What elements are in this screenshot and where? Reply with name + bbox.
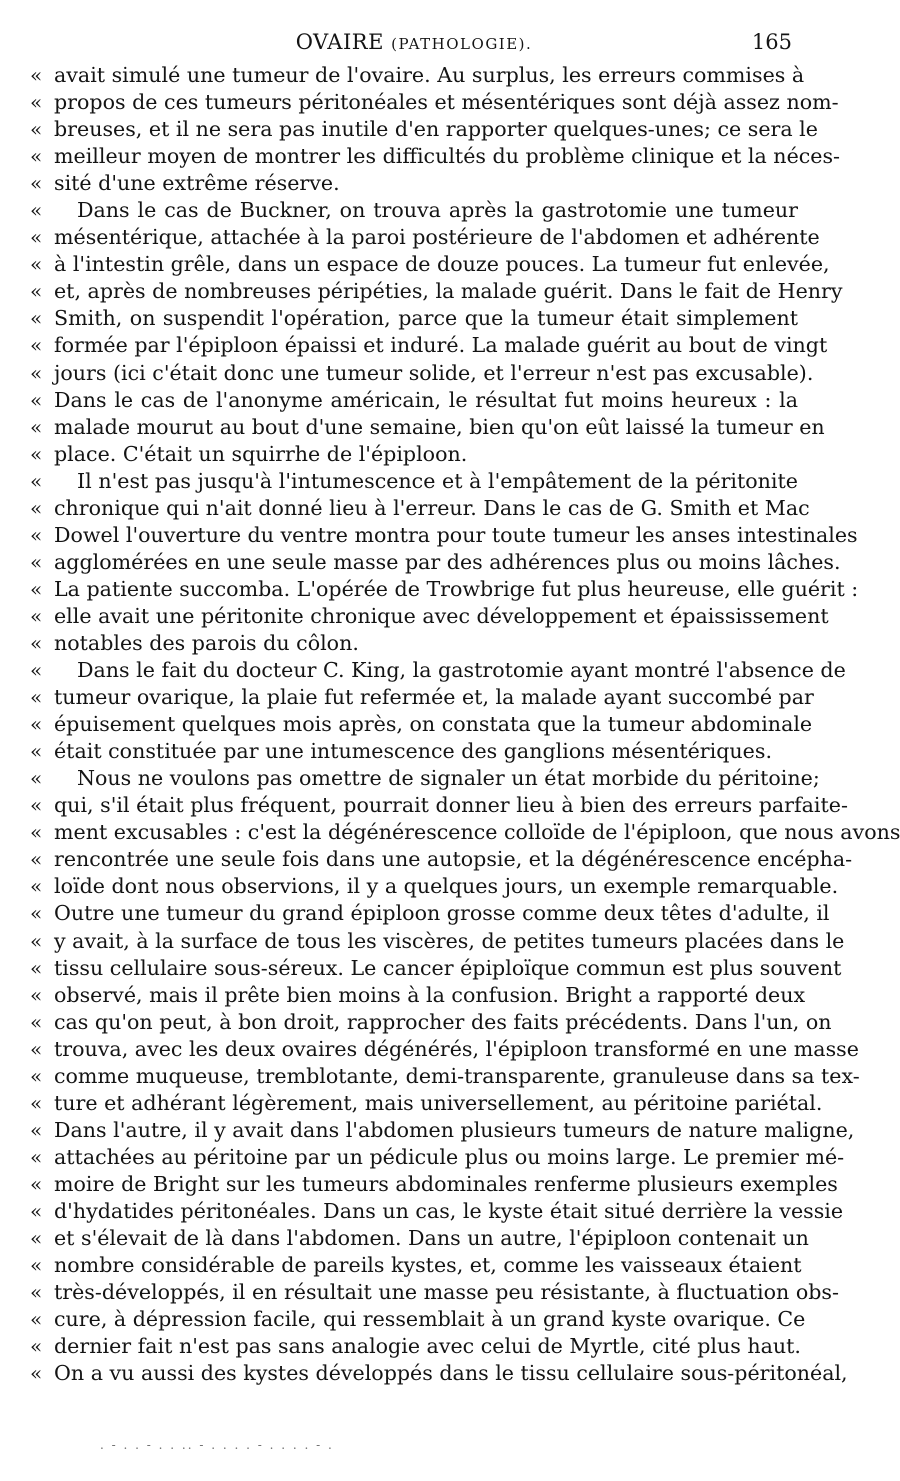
line-text: était constituée par une intumescence des ganglions mésentériques. <box>54 739 772 764</box>
line-text: agglomérées en une seule masse par des adhérences plus ou moins lâches. <box>54 549 841 574</box>
text-line <box>30 1090 823 1117</box>
line-text: ture et adhérant légèrement, mais universellement, au péritoine pariétal. <box>54 1090 823 1115</box>
quote-mark: « <box>30 1253 43 1278</box>
quote-mark: « <box>30 712 43 737</box>
quote-mark: « <box>30 144 43 169</box>
text-line <box>30 143 841 170</box>
quote-mark: « <box>30 955 43 980</box>
quote-mark: « <box>30 603 43 628</box>
line-text: Dowel l'ouverture du ventre montra pour toute tumeur les anses intestinales <box>54 522 858 547</box>
quote-mark: « <box>30 90 43 115</box>
line-text: Dans le fait du docteur C. King, la gastrotomie ayant montré l'absence de <box>77 658 846 683</box>
quote-mark: « <box>30 1090 43 1115</box>
footer-scan-marks: . - . . - . . .. - . . . . - . . . . - . <box>100 1438 334 1452</box>
text-line <box>30 1225 809 1252</box>
running-title-main: OVAIRE <box>295 30 384 54</box>
text-line <box>30 62 805 89</box>
line-text: attachées au péritoine par un pédicule plus ou moins large. Le premier mé- <box>54 1144 845 1169</box>
line-text: Il n'est pas jusqu'à l'intumescence et à l'empâtement de la péritonite <box>77 468 798 493</box>
quote-mark: « <box>30 495 43 520</box>
text-line <box>30 711 813 738</box>
line-text: rencontrée une seule fois dans une autopsie, et la dégénérescence encépha- <box>54 847 853 872</box>
text-line <box>30 441 798 468</box>
text-line <box>30 603 829 630</box>
quote-mark: « <box>30 1280 43 1305</box>
page-number: 165 <box>751 30 792 54</box>
quote-mark: « <box>30 252 43 277</box>
text-line <box>30 1009 832 1036</box>
line-text: cure, à dépression facile, qui ressemblait à un grand kyste ovarique. Ce <box>54 1307 806 1332</box>
text-line <box>30 657 846 684</box>
text-line <box>30 955 842 982</box>
line-text: mésentérique, attachée à la paroi postérieure de l'abdomen et adhérente <box>54 225 820 250</box>
quote-mark: « <box>30 198 43 223</box>
text-line <box>30 549 841 576</box>
line-text: malade mourut au bout d'une semaine, bien qu'on eût laissé la tumeur en <box>54 414 825 439</box>
quote-mark: « <box>30 333 43 358</box>
text-line <box>30 360 814 387</box>
line-text: qui, s'il était plus fréquent, pourrait donner lieu à bien des erreurs parfaite- <box>54 793 848 818</box>
quote-mark: « <box>30 630 43 655</box>
line-text: très-développés, il en résultait une masse peu résistante, à fluctuation obs- <box>54 1280 839 1305</box>
text-line <box>30 928 845 955</box>
quote-mark: « <box>30 1198 43 1223</box>
text-line <box>30 982 806 1009</box>
text-line <box>30 1117 855 1144</box>
running-title-subtitle: (PATHOLOGIE). <box>391 35 533 53</box>
line-text: notables des parois du côlon. <box>54 630 359 655</box>
line-text: à l'intestin grêle, dans un espace de douze pouces. La tumeur fut enlevée, <box>54 252 830 277</box>
quote-mark: « <box>30 1117 43 1142</box>
quote-mark: « <box>30 441 43 466</box>
line-text: Dans le cas de Buckner, on trouva après la gastrotomie une tumeur <box>77 198 798 223</box>
line-text: Outre une tumeur du grand épiploon grosse comme deux têtes d'adulte, il <box>54 901 830 926</box>
text-line <box>30 224 820 251</box>
text-line <box>30 819 900 846</box>
quote-mark: « <box>30 360 43 385</box>
text-line <box>30 738 798 765</box>
text-line <box>30 1360 848 1387</box>
quote-mark: « <box>30 1361 43 1386</box>
text-line <box>30 1306 806 1333</box>
line-text: meilleur moyen de montrer les difficultés du problème clinique et la néces- <box>54 144 841 169</box>
text-line <box>30 792 848 819</box>
line-text: et, après de nombreuses péripéties, la malade guérit. Dans le fait de Henry <box>54 279 843 304</box>
text-line <box>30 332 828 359</box>
text-line <box>30 1063 860 1090</box>
line-text: tissu cellulaire sous-séreux. Le cancer épiploïque commun est plus souvent <box>54 955 842 980</box>
quote-mark: « <box>30 1307 43 1332</box>
line-text: observé, mais il prête bien moins à la confusion. Bright a rapporté deux <box>54 982 806 1007</box>
quote-mark: « <box>30 468 43 493</box>
line-text: La patiente succomba. L'opérée de Trowbrige fut plus heureuse, elle guérit : <box>54 576 859 601</box>
text-line <box>30 197 798 224</box>
line-text: cas qu'on peut, à bon droit, rapprocher des faits précédents. Dans l'un, on <box>54 1009 832 1034</box>
quote-mark: « <box>30 1226 43 1251</box>
line-text: dernier fait n'est pas sans analogie avec celui de Myrtle, cité plus haut. <box>54 1334 801 1359</box>
line-text: propos de ces tumeurs péritonéales et mésentériques sont déjà assez nom- <box>54 90 839 115</box>
text-line <box>30 495 810 522</box>
text-line <box>30 684 814 711</box>
text-line <box>30 116 818 143</box>
text-line <box>30 278 843 305</box>
text-line <box>30 630 798 657</box>
text-line <box>30 846 853 873</box>
quote-mark: « <box>30 576 43 601</box>
quote-mark: « <box>30 522 43 547</box>
text-line <box>30 1144 845 1171</box>
running-title <box>30 30 798 54</box>
line-text: Smith, on suspendit l'opération, parce que la tumeur était simplement <box>54 306 798 331</box>
line-text: comme muqueuse, tremblotante, demi-transparente, granuleuse dans sa tex- <box>54 1063 860 1088</box>
line-text: nombre considérable de pareils kystes, et, comme les vaisseaux étaient <box>54 1253 802 1278</box>
text-line <box>30 1198 844 1225</box>
text-line <box>30 387 798 414</box>
quote-mark: « <box>30 1171 43 1196</box>
quote-mark: « <box>30 387 43 412</box>
text-line <box>30 765 820 792</box>
quote-mark: « <box>30 549 43 574</box>
line-text: formée par l'épiploon épaissi et induré. La malade guérit au bout de vingt <box>54 333 828 358</box>
quote-mark: « <box>30 279 43 304</box>
line-text: Dans l'autre, il y avait dans l'abdomen plusieurs tumeurs de nature maligne, <box>54 1117 855 1142</box>
quote-mark: « <box>30 874 43 899</box>
quote-mark: « <box>30 414 43 439</box>
line-text: avait simulé une tumeur de l'ovaire. Au surplus, les erreurs commises à <box>54 63 805 87</box>
line-text: y avait, à la surface de tous les viscères, de petites tumeurs placées dans le <box>54 928 845 953</box>
text-line <box>30 1171 838 1198</box>
quote-mark: « <box>30 901 43 926</box>
line-text: place. C'était un squirrhe de l'épiploon. <box>54 441 468 466</box>
text-line <box>30 305 798 332</box>
text-line <box>30 170 798 197</box>
quote-mark: « <box>30 1036 43 1061</box>
line-text: d'hydatides péritonéales. Dans un cas, le kyste était situé derrière la vessie <box>54 1198 844 1223</box>
quote-mark: « <box>30 171 43 196</box>
quote-mark: « <box>30 847 43 872</box>
quote-mark: « <box>30 117 43 142</box>
text-line <box>30 468 798 495</box>
line-text: Nous ne voulons pas omettre de signaler un état morbide du péritoine; <box>77 766 820 791</box>
quote-mark: « <box>30 1063 43 1088</box>
line-text: jours (ici c'était donc une tumeur solide, et l'erreur n'est pas excusable). <box>54 360 814 385</box>
line-text: chronique qui n'ait donné lieu à l'erreur. Dans le cas de G. Smith et Mac <box>54 495 810 520</box>
quote-mark: « <box>30 766 43 791</box>
quote-mark: « <box>30 820 43 845</box>
line-text: sité d'une extrême réserve. <box>54 171 340 196</box>
quote-mark: « <box>30 1009 43 1034</box>
line-text: trouva, avec les deux ovaires dégénérés, l'épiploon transformé en une masse <box>54 1036 859 1061</box>
quote-mark: « <box>30 928 43 953</box>
line-text: elle avait une péritonite chronique avec développement et épaississement <box>54 603 829 628</box>
text-line <box>30 900 830 927</box>
line-text: tumeur ovarique, la plaie fut refermée et, la malade ayant succombé par <box>54 685 814 710</box>
quote-mark: « <box>30 1144 43 1169</box>
line-text: et s'élevait de là dans l'abdomen. Dans un autre, l'épiploon contenait un <box>54 1226 809 1251</box>
line-text: ment excusables : c'est la dégénérescence colloïde de l'épiploon, que nous avons <box>54 820 900 845</box>
text-line <box>30 1279 839 1306</box>
line-text: moire de Bright sur les tumeurs abdominales renferme plusieurs exemples <box>54 1171 838 1196</box>
text-line <box>30 522 858 549</box>
line-text: Dans le cas de l'anonyme américain, le résultat fut moins heureux : la <box>54 387 798 412</box>
text-line <box>30 576 859 603</box>
text-line <box>30 89 839 116</box>
body-text <box>30 62 900 1387</box>
line-text: loïde dont nous observions, il y a quelques jours, un exemple remarquable. <box>54 874 839 899</box>
quote-mark: « <box>30 739 43 764</box>
quote-mark: « <box>30 685 43 710</box>
quote-mark: « <box>30 793 43 818</box>
quote-mark: « <box>30 658 43 683</box>
quote-mark: « <box>30 306 43 331</box>
quote-mark: « <box>30 982 43 1007</box>
text-line <box>30 873 839 900</box>
line-text: On a vu aussi des kystes développés dans le tissu cellulaire sous-péritonéal, <box>54 1361 848 1386</box>
quote-mark: « <box>30 1334 43 1359</box>
quote-mark: « <box>30 225 43 250</box>
text-line <box>30 414 825 441</box>
text-line <box>30 1333 801 1360</box>
text-line <box>30 1252 802 1279</box>
quote-mark: « <box>30 63 43 87</box>
text-line <box>30 251 830 278</box>
running-header <box>30 30 798 56</box>
line-text: breuses, et il ne sera pas inutile d'en rapporter quelques-unes; ce sera le <box>54 117 818 142</box>
text-line <box>30 1036 859 1063</box>
line-text: épuisement quelques mois après, on constata que la tumeur abdominale <box>54 712 813 737</box>
